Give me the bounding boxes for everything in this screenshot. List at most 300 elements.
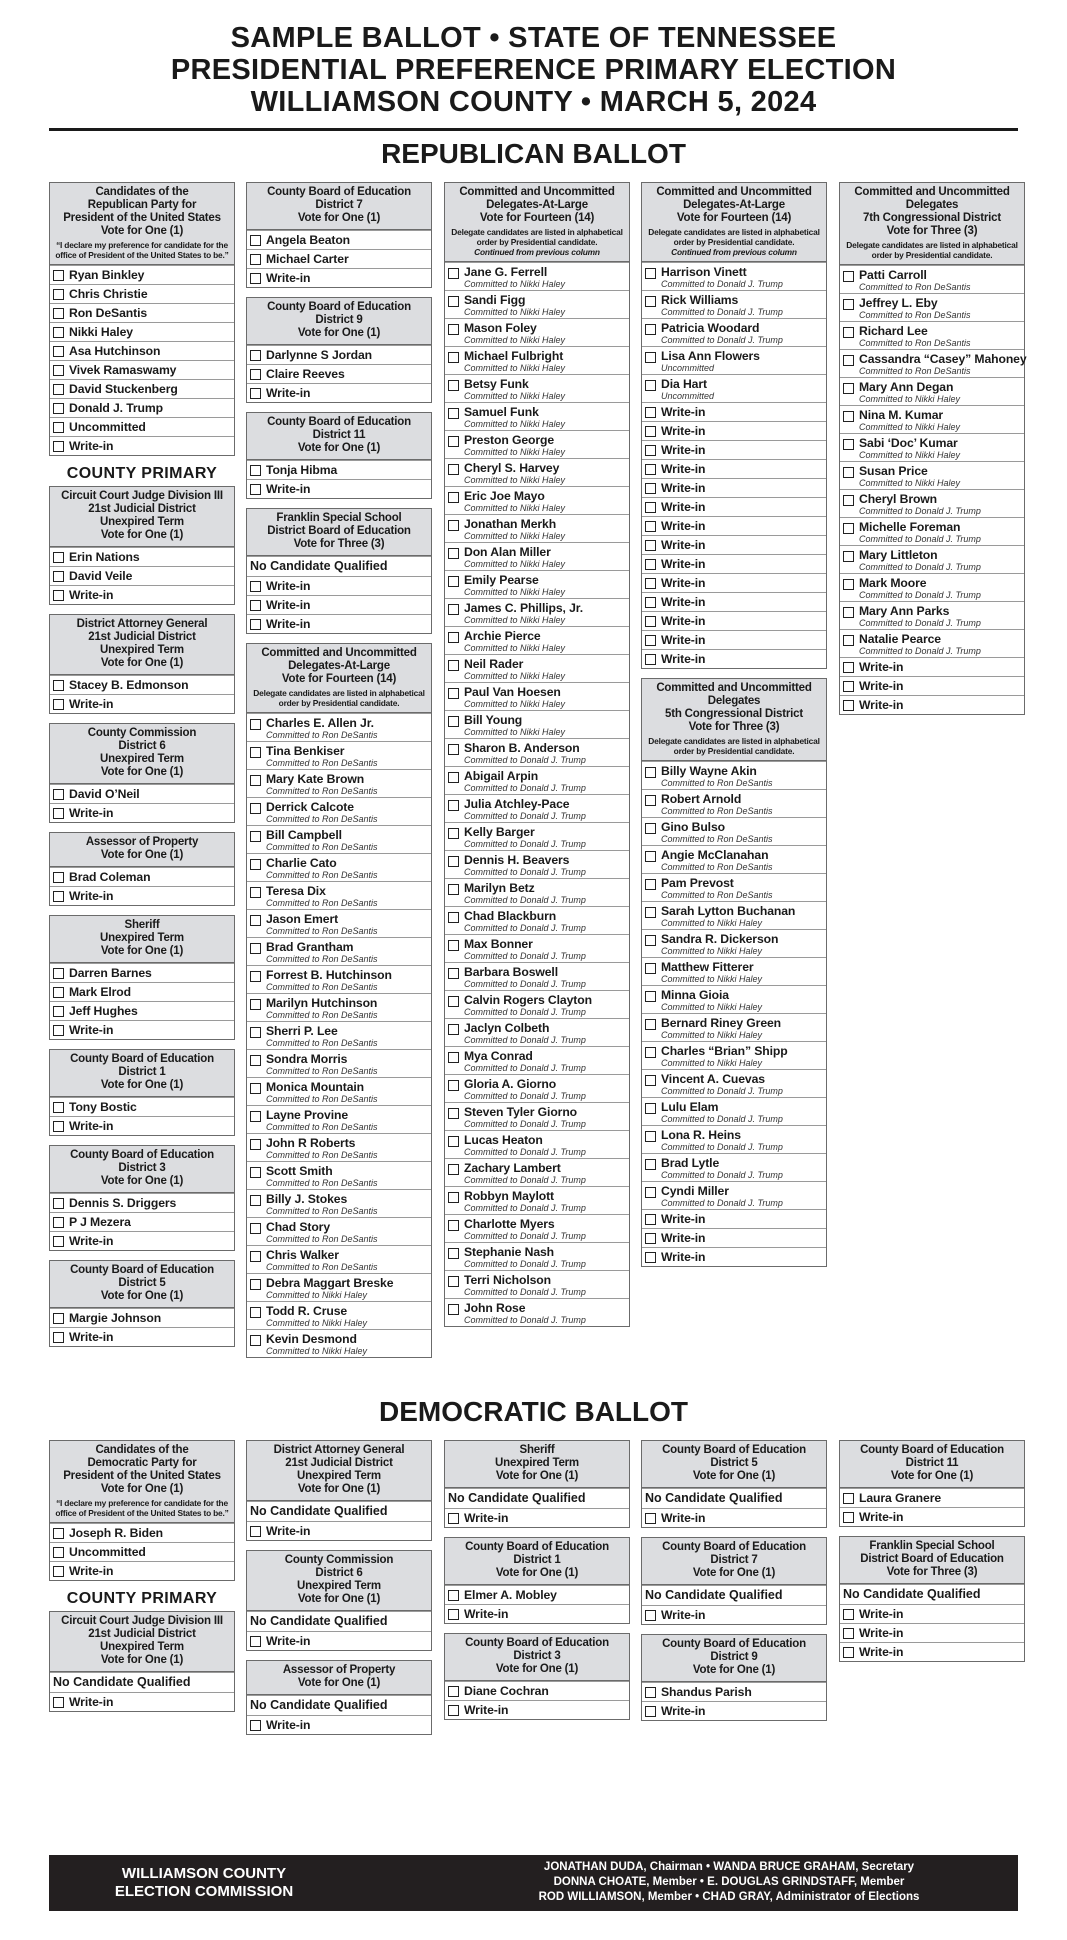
candidate-row[interactable] (840, 489, 1024, 517)
vote-checkbox[interactable] (645, 268, 656, 279)
candidate-row[interactable] (840, 573, 1024, 601)
vote-checkbox[interactable] (250, 1027, 261, 1038)
vote-checkbox[interactable] (53, 422, 64, 433)
vote-checkbox[interactable] (448, 688, 459, 699)
candidate-row[interactable] (247, 576, 431, 595)
candidate-row[interactable] (642, 1247, 826, 1266)
vote-checkbox[interactable] (53, 680, 64, 691)
candidate-row[interactable] (445, 962, 629, 990)
vote-checkbox[interactable] (53, 590, 64, 601)
vote-checkbox[interactable] (250, 1111, 261, 1122)
vote-checkbox[interactable] (843, 1647, 854, 1658)
vote-checkbox[interactable] (645, 1513, 656, 1524)
vote-checkbox[interactable] (53, 1198, 64, 1209)
candidate-row[interactable] (445, 1158, 629, 1186)
candidate-row[interactable] (50, 360, 234, 379)
candidate-row[interactable] (445, 1102, 629, 1130)
vote-checkbox[interactable] (53, 270, 64, 281)
candidate-row[interactable] (247, 1217, 431, 1245)
candidate-row[interactable] (445, 1508, 629, 1527)
vote-checkbox[interactable] (843, 355, 854, 366)
candidate-row[interactable] (445, 542, 629, 570)
candidate-row[interactable] (247, 769, 431, 797)
candidate-row[interactable] (247, 383, 431, 402)
candidate-row[interactable] (247, 1715, 431, 1734)
candidate-row[interactable] (445, 570, 629, 598)
vote-checkbox[interactable] (448, 968, 459, 979)
candidate-row[interactable] (445, 710, 629, 738)
vote-checkbox[interactable] (53, 552, 64, 563)
candidate-row[interactable] (247, 909, 431, 937)
vote-checkbox[interactable] (645, 654, 656, 665)
vote-checkbox[interactable] (53, 789, 64, 800)
vote-checkbox[interactable] (250, 1055, 261, 1066)
candidate-row[interactable] (445, 514, 629, 542)
candidate-row[interactable] (445, 1681, 629, 1700)
candidate-row[interactable] (642, 516, 826, 535)
candidate-row[interactable] (247, 1329, 431, 1357)
candidate-row[interactable] (840, 657, 1024, 676)
candidate-row[interactable] (642, 901, 826, 929)
vote-checkbox[interactable] (250, 581, 261, 592)
candidate-row[interactable] (642, 1013, 826, 1041)
candidate-row[interactable] (247, 1021, 431, 1049)
vote-checkbox[interactable] (645, 823, 656, 834)
vote-checkbox[interactable] (53, 891, 64, 902)
vote-checkbox[interactable] (843, 662, 854, 673)
candidate-row[interactable] (50, 1692, 234, 1711)
candidate-row[interactable] (50, 417, 234, 436)
candidate-row[interactable] (50, 585, 234, 604)
vote-checkbox[interactable] (645, 1187, 656, 1198)
candidate-row[interactable] (840, 1642, 1024, 1661)
vote-checkbox[interactable] (448, 1108, 459, 1119)
vote-checkbox[interactable] (53, 1006, 64, 1017)
candidate-row[interactable] (642, 817, 826, 845)
candidate-row[interactable] (642, 497, 826, 516)
vote-checkbox[interactable] (448, 800, 459, 811)
vote-checkbox[interactable] (250, 369, 261, 380)
vote-checkbox[interactable] (448, 632, 459, 643)
candidate-row[interactable] (642, 346, 826, 374)
vote-checkbox[interactable] (843, 700, 854, 711)
candidate-row[interactable] (50, 547, 234, 566)
candidate-row[interactable] (247, 460, 431, 479)
vote-checkbox[interactable] (250, 1279, 261, 1290)
vote-checkbox[interactable] (448, 940, 459, 951)
vote-checkbox[interactable] (645, 1131, 656, 1142)
candidate-row[interactable] (642, 630, 826, 649)
candidate-row[interactable] (642, 1069, 826, 1097)
candidate-row[interactable] (642, 421, 826, 440)
vote-checkbox[interactable] (448, 1164, 459, 1175)
candidate-row[interactable] (50, 303, 234, 322)
vote-checkbox[interactable] (448, 744, 459, 755)
candidate-row[interactable] (247, 1189, 431, 1217)
vote-checkbox[interactable] (843, 523, 854, 534)
vote-checkbox[interactable] (843, 383, 854, 394)
candidate-row[interactable] (642, 845, 826, 873)
vote-checkbox[interactable] (53, 1121, 64, 1132)
candidate-row[interactable] (247, 1301, 431, 1329)
candidate-row[interactable] (642, 611, 826, 630)
vote-checkbox[interactable] (53, 1217, 64, 1228)
candidate-row[interactable] (50, 1193, 234, 1212)
candidate-row[interactable] (50, 1020, 234, 1039)
candidate-row[interactable] (642, 985, 826, 1013)
candidate-row[interactable] (50, 1231, 234, 1250)
vote-checkbox[interactable] (448, 912, 459, 923)
candidate-row[interactable] (445, 346, 629, 374)
candidate-row[interactable] (642, 573, 826, 592)
candidate-row[interactable] (642, 459, 826, 478)
vote-checkbox[interactable] (645, 1159, 656, 1170)
vote-checkbox[interactable] (53, 1528, 64, 1539)
vote-checkbox[interactable] (250, 803, 261, 814)
vote-checkbox[interactable] (448, 268, 459, 279)
vote-checkbox[interactable] (250, 1223, 261, 1234)
vote-checkbox[interactable] (53, 1236, 64, 1247)
vote-checkbox[interactable] (645, 597, 656, 608)
candidate-row[interactable] (840, 1507, 1024, 1526)
candidate-row[interactable] (642, 957, 826, 985)
vote-checkbox[interactable] (53, 872, 64, 883)
vote-checkbox[interactable] (53, 1025, 64, 1036)
candidate-row[interactable] (642, 535, 826, 554)
vote-checkbox[interactable] (645, 1233, 656, 1244)
candidate-row[interactable] (50, 694, 234, 713)
vote-checkbox[interactable] (645, 991, 656, 1002)
vote-checkbox[interactable] (53, 1102, 64, 1113)
candidate-row[interactable] (445, 1186, 629, 1214)
vote-checkbox[interactable] (645, 426, 656, 437)
candidate-row[interactable] (445, 1298, 629, 1326)
vote-checkbox[interactable] (53, 308, 64, 319)
candidate-row[interactable] (840, 349, 1027, 377)
candidate-row[interactable] (445, 850, 629, 878)
vote-checkbox[interactable] (448, 604, 459, 615)
vote-checkbox[interactable] (448, 1052, 459, 1063)
vote-checkbox[interactable] (645, 296, 656, 307)
candidate-row[interactable] (50, 963, 234, 982)
candidate-row[interactable] (840, 321, 1024, 349)
vote-checkbox[interactable] (250, 831, 261, 842)
candidate-row[interactable] (247, 1133, 431, 1161)
candidate-row[interactable] (642, 1181, 826, 1209)
vote-checkbox[interactable] (448, 1686, 459, 1697)
vote-checkbox[interactable] (250, 1335, 261, 1346)
candidate-row[interactable] (445, 598, 629, 626)
vote-checkbox[interactable] (645, 324, 656, 335)
vote-checkbox[interactable] (53, 699, 64, 710)
candidate-row[interactable] (840, 293, 1024, 321)
candidate-row[interactable] (445, 486, 629, 514)
vote-checkbox[interactable] (645, 1103, 656, 1114)
candidate-row[interactable] (445, 738, 629, 766)
vote-checkbox[interactable] (843, 299, 854, 310)
vote-checkbox[interactable] (53, 384, 64, 395)
vote-checkbox[interactable] (843, 1493, 854, 1504)
candidate-row[interactable] (247, 993, 431, 1021)
candidate-row[interactable] (445, 290, 629, 318)
candidate-row[interactable] (50, 1542, 234, 1561)
candidate-row[interactable] (247, 825, 431, 853)
candidate-row[interactable] (642, 1125, 826, 1153)
candidate-row[interactable] (50, 1523, 234, 1542)
candidate-row[interactable] (642, 318, 826, 346)
vote-checkbox[interactable] (448, 1609, 459, 1620)
candidate-row[interactable] (642, 290, 826, 318)
vote-checkbox[interactable] (250, 887, 261, 898)
vote-checkbox[interactable] (448, 520, 459, 531)
vote-checkbox[interactable] (645, 559, 656, 570)
vote-checkbox[interactable] (448, 1080, 459, 1091)
vote-checkbox[interactable] (250, 775, 261, 786)
candidate-row[interactable] (50, 265, 234, 284)
vote-checkbox[interactable] (448, 436, 459, 447)
candidate-row[interactable] (642, 873, 826, 901)
vote-checkbox[interactable] (645, 1252, 656, 1263)
vote-checkbox[interactable] (645, 635, 656, 646)
vote-checkbox[interactable] (448, 1513, 459, 1524)
candidate-row[interactable] (840, 517, 1024, 545)
candidate-row[interactable] (642, 649, 826, 668)
candidate-row[interactable] (247, 268, 431, 287)
candidate-row[interactable] (445, 934, 629, 962)
candidate-row[interactable] (445, 1242, 629, 1270)
candidate-row[interactable] (445, 1700, 629, 1719)
vote-checkbox[interactable] (448, 576, 459, 587)
candidate-row[interactable] (247, 614, 431, 633)
candidate-row[interactable] (840, 601, 1024, 629)
vote-checkbox[interactable] (645, 445, 656, 456)
candidate-row[interactable] (840, 377, 1024, 405)
candidate-row[interactable] (50, 784, 234, 803)
vote-checkbox[interactable] (645, 879, 656, 890)
vote-checkbox[interactable] (53, 1547, 64, 1558)
candidate-row[interactable] (247, 230, 431, 249)
candidate-row[interactable] (445, 1130, 629, 1158)
candidate-row[interactable] (247, 937, 431, 965)
vote-checkbox[interactable] (250, 388, 261, 399)
vote-checkbox[interactable] (250, 1636, 261, 1647)
candidate-row[interactable] (445, 990, 629, 1018)
candidate-row[interactable] (247, 853, 431, 881)
candidate-row[interactable] (642, 478, 826, 497)
vote-checkbox[interactable] (250, 600, 261, 611)
candidate-row[interactable] (642, 1682, 826, 1701)
vote-checkbox[interactable] (448, 1136, 459, 1147)
candidate-row[interactable] (840, 1623, 1024, 1642)
vote-checkbox[interactable] (250, 719, 261, 730)
candidate-row[interactable] (642, 554, 826, 573)
vote-checkbox[interactable] (645, 1706, 656, 1717)
vote-checkbox[interactable] (448, 856, 459, 867)
candidate-row[interactable] (642, 1153, 826, 1181)
candidate-row[interactable] (50, 1308, 234, 1327)
vote-checkbox[interactable] (843, 551, 854, 562)
vote-checkbox[interactable] (843, 607, 854, 618)
vote-checkbox[interactable] (53, 987, 64, 998)
candidate-row[interactable] (642, 440, 826, 459)
candidate-row[interactable] (50, 803, 234, 822)
candidate-row[interactable] (247, 1245, 431, 1273)
vote-checkbox[interactable] (250, 1083, 261, 1094)
candidate-row[interactable] (247, 364, 431, 383)
candidate-row[interactable] (642, 402, 826, 421)
vote-checkbox[interactable] (645, 1047, 656, 1058)
candidate-row[interactable] (445, 1046, 629, 1074)
candidate-row[interactable] (840, 545, 1024, 573)
candidate-row[interactable] (642, 1209, 826, 1228)
vote-checkbox[interactable] (250, 273, 261, 284)
vote-checkbox[interactable] (645, 907, 656, 918)
vote-checkbox[interactable] (448, 1024, 459, 1035)
vote-checkbox[interactable] (843, 495, 854, 506)
candidate-row[interactable] (642, 1508, 826, 1527)
candidate-row[interactable] (445, 430, 629, 458)
candidate-row[interactable] (445, 1214, 629, 1242)
vote-checkbox[interactable] (843, 1512, 854, 1523)
candidate-row[interactable] (50, 322, 234, 341)
vote-checkbox[interactable] (645, 502, 656, 513)
vote-checkbox[interactable] (843, 579, 854, 590)
candidate-row[interactable] (50, 398, 234, 417)
vote-checkbox[interactable] (645, 1610, 656, 1621)
candidate-row[interactable] (247, 1521, 431, 1540)
vote-checkbox[interactable] (448, 492, 459, 503)
vote-checkbox[interactable] (250, 235, 261, 246)
candidate-row[interactable] (445, 906, 629, 934)
candidate-row[interactable] (445, 794, 629, 822)
vote-checkbox[interactable] (448, 408, 459, 419)
vote-checkbox[interactable] (250, 999, 261, 1010)
vote-checkbox[interactable] (53, 1313, 64, 1324)
candidate-row[interactable] (50, 379, 234, 398)
candidate-row[interactable] (445, 822, 629, 850)
vote-checkbox[interactable] (448, 1590, 459, 1601)
candidate-row[interactable] (247, 741, 431, 769)
vote-checkbox[interactable] (448, 464, 459, 475)
candidate-row[interactable] (247, 1105, 431, 1133)
vote-checkbox[interactable] (448, 884, 459, 895)
candidate-row[interactable] (50, 1097, 234, 1116)
vote-checkbox[interactable] (448, 772, 459, 783)
candidate-row[interactable] (642, 1605, 826, 1624)
candidate-row[interactable] (642, 1097, 826, 1125)
candidate-row[interactable] (445, 654, 629, 682)
vote-checkbox[interactable] (645, 464, 656, 475)
candidate-row[interactable] (445, 374, 629, 402)
vote-checkbox[interactable] (448, 1304, 459, 1315)
vote-checkbox[interactable] (645, 483, 656, 494)
candidate-row[interactable] (247, 595, 431, 614)
vote-checkbox[interactable] (448, 660, 459, 671)
vote-checkbox[interactable] (448, 352, 459, 363)
vote-checkbox[interactable] (645, 521, 656, 532)
candidate-row[interactable] (50, 1212, 234, 1231)
vote-checkbox[interactable] (250, 1307, 261, 1318)
vote-checkbox[interactable] (53, 1697, 64, 1708)
candidate-row[interactable] (840, 461, 1024, 489)
candidate-row[interactable] (50, 341, 234, 360)
vote-checkbox[interactable] (250, 915, 261, 926)
candidate-row[interactable] (247, 713, 431, 741)
vote-checkbox[interactable] (250, 254, 261, 265)
vote-checkbox[interactable] (250, 747, 261, 758)
vote-checkbox[interactable] (645, 935, 656, 946)
vote-checkbox[interactable] (645, 1214, 656, 1225)
vote-checkbox[interactable] (448, 324, 459, 335)
vote-checkbox[interactable] (53, 289, 64, 300)
candidate-row[interactable] (445, 766, 629, 794)
vote-checkbox[interactable] (250, 1251, 261, 1262)
vote-checkbox[interactable] (53, 365, 64, 376)
candidate-row[interactable] (445, 1074, 629, 1102)
vote-checkbox[interactable] (448, 380, 459, 391)
vote-checkbox[interactable] (843, 411, 854, 422)
vote-checkbox[interactable] (645, 767, 656, 778)
candidate-row[interactable] (642, 374, 826, 402)
candidate-row[interactable] (247, 1273, 431, 1301)
vote-checkbox[interactable] (250, 619, 261, 630)
candidate-row[interactable] (50, 1327, 234, 1346)
vote-checkbox[interactable] (645, 1687, 656, 1698)
candidate-row[interactable] (642, 1228, 826, 1247)
candidate-row[interactable] (445, 402, 629, 430)
candidate-row[interactable] (642, 592, 826, 611)
vote-checkbox[interactable] (53, 441, 64, 452)
candidate-row[interactable] (50, 886, 234, 905)
candidate-row[interactable] (247, 345, 431, 364)
candidate-row[interactable] (642, 1701, 826, 1720)
vote-checkbox[interactable] (250, 859, 261, 870)
vote-checkbox[interactable] (645, 578, 656, 589)
vote-checkbox[interactable] (843, 271, 854, 282)
candidate-row[interactable] (50, 566, 234, 585)
candidate-row[interactable] (247, 881, 431, 909)
vote-checkbox[interactable] (448, 296, 459, 307)
vote-checkbox[interactable] (448, 1705, 459, 1716)
vote-checkbox[interactable] (645, 795, 656, 806)
vote-checkbox[interactable] (53, 1566, 64, 1577)
vote-checkbox[interactable] (645, 616, 656, 627)
vote-checkbox[interactable] (53, 808, 64, 819)
vote-checkbox[interactable] (843, 439, 854, 450)
candidate-row[interactable] (247, 1161, 431, 1189)
vote-checkbox[interactable] (843, 1628, 854, 1639)
candidate-row[interactable] (445, 626, 629, 654)
vote-checkbox[interactable] (250, 943, 261, 954)
candidate-row[interactable] (445, 262, 629, 290)
vote-checkbox[interactable] (250, 971, 261, 982)
vote-checkbox[interactable] (645, 407, 656, 418)
candidate-row[interactable] (642, 1041, 826, 1069)
vote-checkbox[interactable] (250, 1720, 261, 1731)
candidate-row[interactable] (642, 929, 826, 957)
candidate-row[interactable] (642, 761, 826, 789)
vote-checkbox[interactable] (53, 1332, 64, 1343)
vote-checkbox[interactable] (250, 350, 261, 361)
vote-checkbox[interactable] (843, 635, 854, 646)
candidate-row[interactable] (445, 458, 629, 486)
vote-checkbox[interactable] (448, 828, 459, 839)
candidate-row[interactable] (840, 695, 1024, 714)
vote-checkbox[interactable] (250, 1526, 261, 1537)
candidate-row[interactable] (840, 1488, 1024, 1507)
vote-checkbox[interactable] (250, 1167, 261, 1178)
vote-checkbox[interactable] (448, 548, 459, 559)
